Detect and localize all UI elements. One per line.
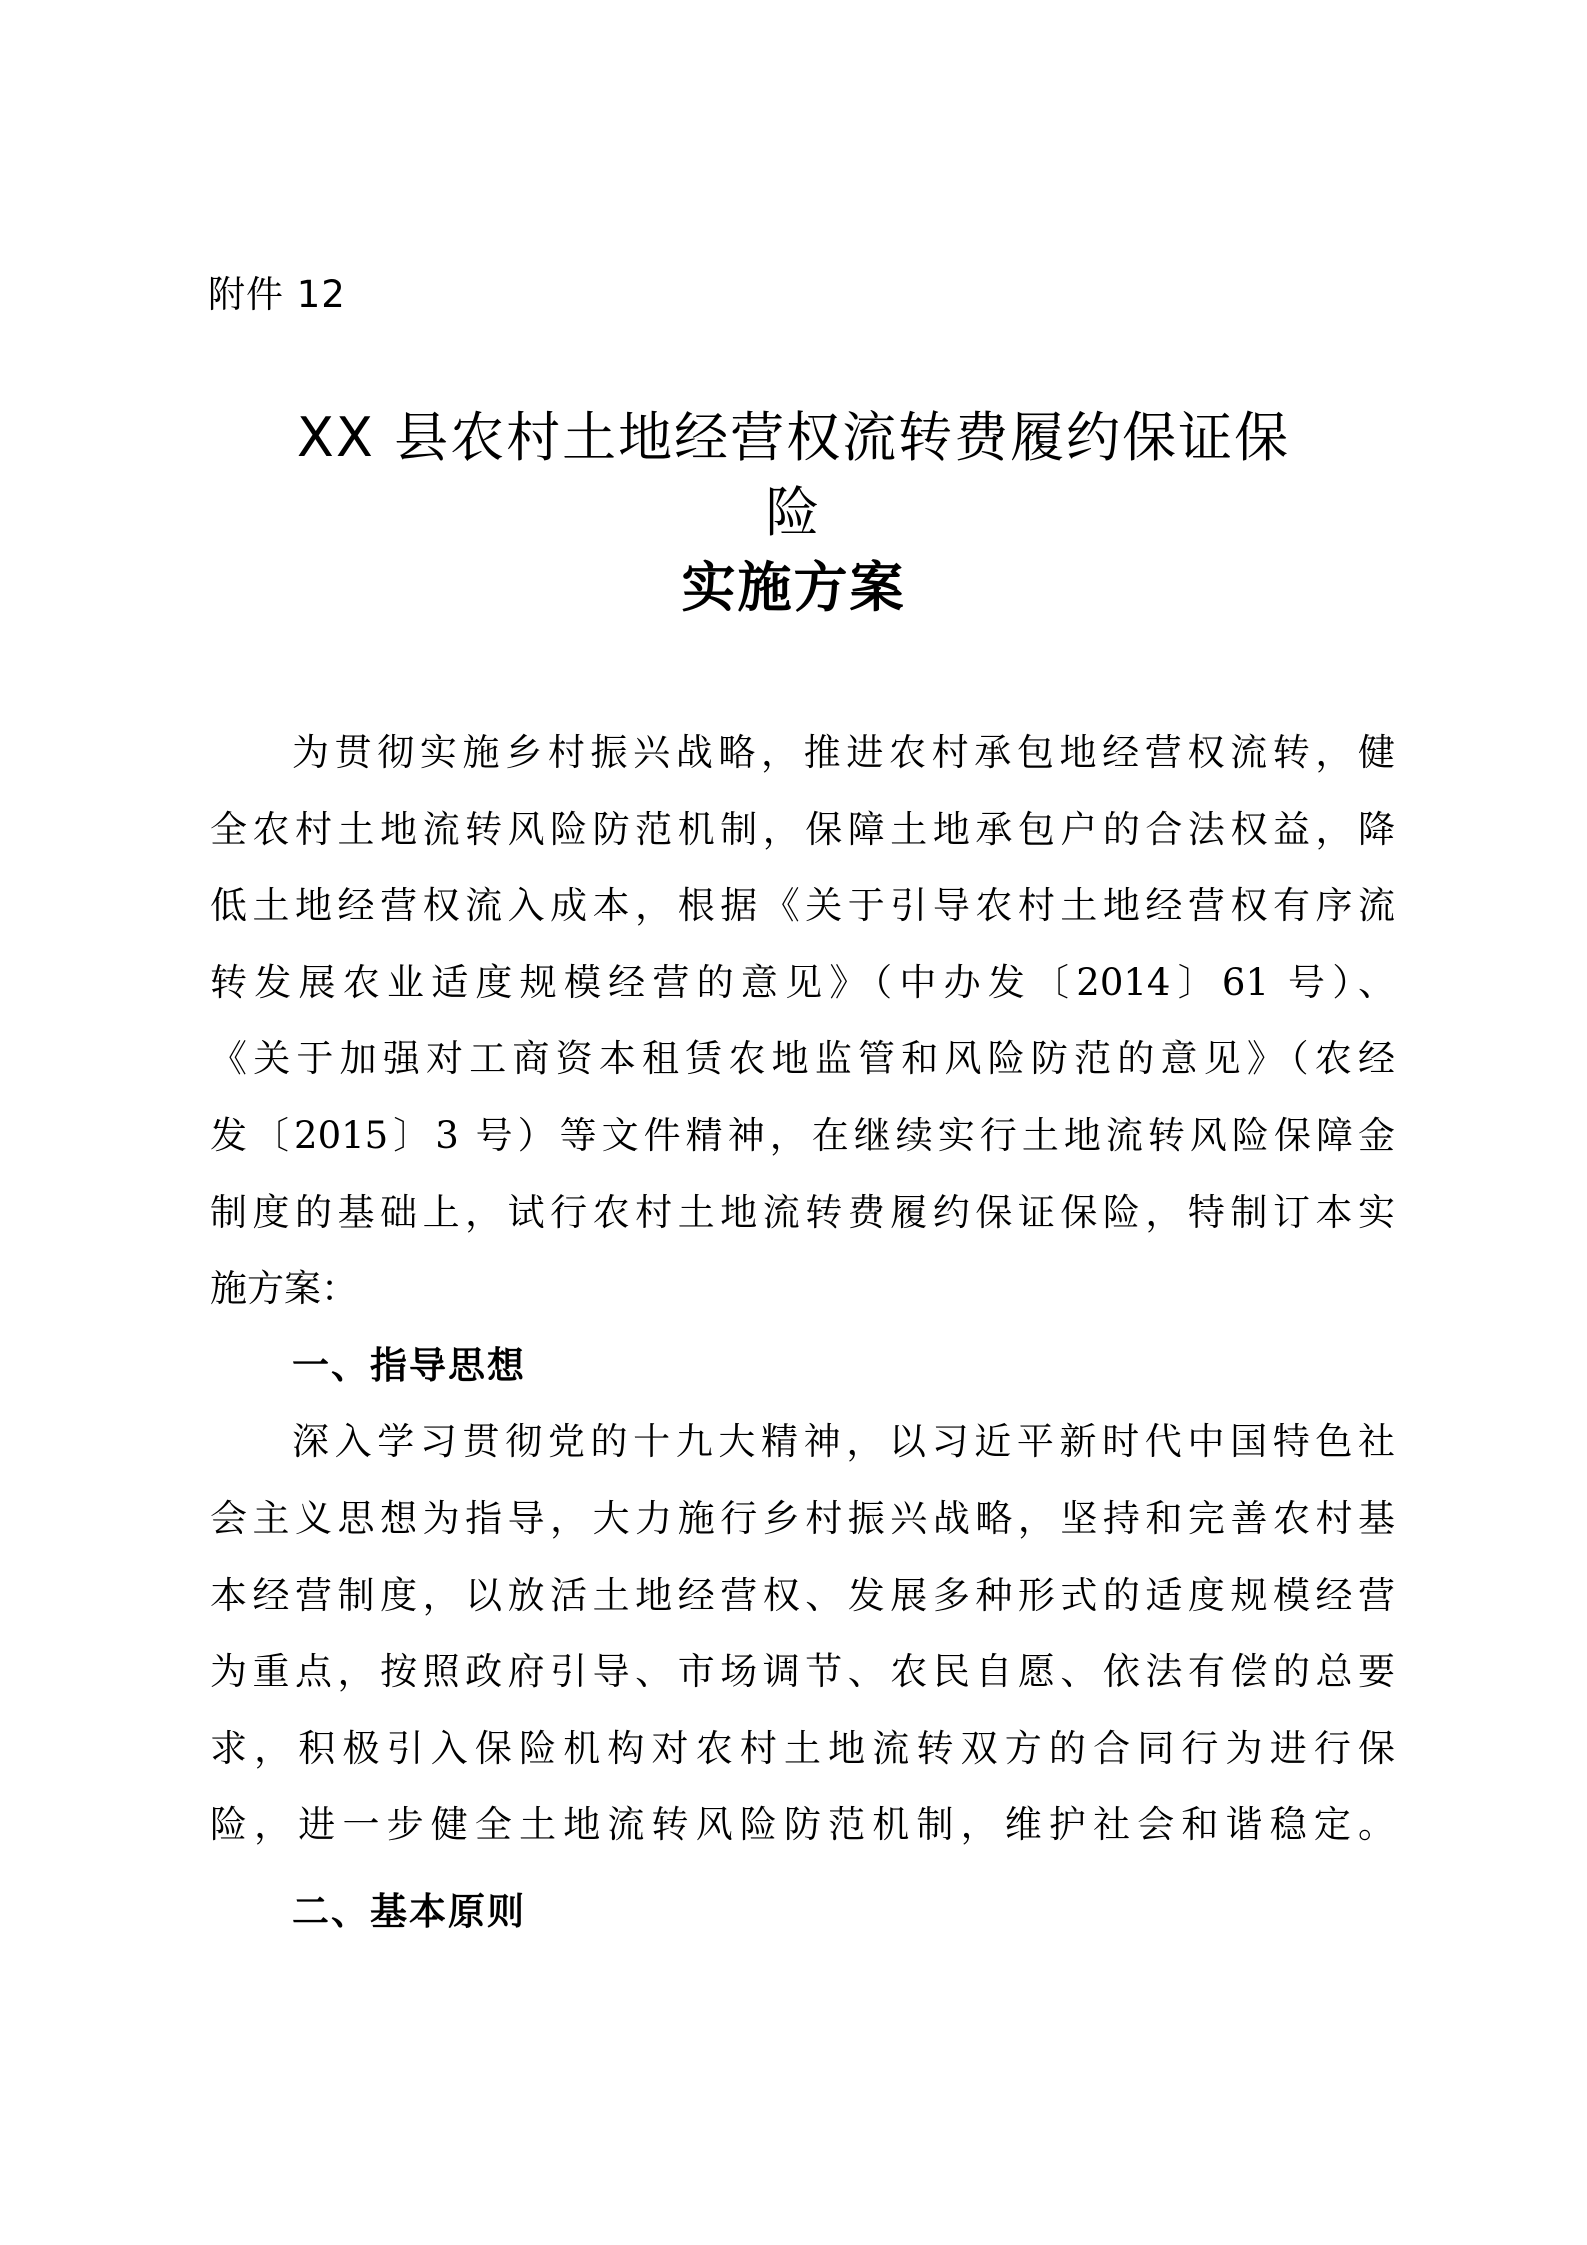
spacer — [210, 1864, 1395, 1874]
section-heading: 一、指导思想 — [292, 1343, 526, 1387]
paragraph-line: 险，进一步健全土地流转风险防范机制，维护社会和谐稳定。 — [210, 1803, 1395, 1847]
paragraph-line: 发〔2015〕3 号）等文件精神，在继续实行土地流转风险保障金 — [210, 1113, 1395, 1157]
document-body — [210, 715, 1395, 1951]
attachment-label: 附件 12 — [208, 273, 346, 316]
paragraph-line: 会主义思想为指导，大力施行乡村振兴战略，坚持和完善农村基 — [210, 1496, 1395, 1540]
paragraph-line: 全农村土地流转风险防范机制，保障土地承包户的合法权益，降 — [210, 807, 1395, 851]
title-subline: 实施方案 — [681, 556, 906, 619]
paragraph-line: 为重点，按照政府引导、市场调节、农民自愿、依法有偿的总要 — [210, 1650, 1395, 1694]
paragraph-line: 低土地经营权流入成本，根据《关于引导农村土地经营权有序流 — [210, 884, 1395, 928]
paragraph-line: 施方案： — [210, 1267, 358, 1311]
paragraph-line: 转发展农业适度规模经营的意见》（中办发〔2014〕61 号）、 — [210, 960, 1395, 1004]
document-title — [0, 400, 1587, 625]
paragraph-line: 求，积极引入保险机构对农村土地流转双方的合同行为进行保 — [210, 1726, 1395, 1770]
paragraph-line: 为贯彻实施乡村振兴战略，推进农村承包地经营权流转，健 — [292, 731, 1395, 774]
section-heading: 二、基本原则 — [292, 1889, 526, 1933]
paragraph-line: 《关于加强对工商资本租赁农地监管和风险防范的意见》（农经 — [210, 1037, 1395, 1081]
paragraph-line: 本经营制度，以放活土地经营权、发展多种形式的适度规模经营 — [210, 1573, 1395, 1617]
title-line: 险 — [765, 481, 822, 544]
paragraph-line: 制度的基础上，试行农村土地流转费履约保证保险，特制订本实 — [210, 1190, 1395, 1234]
paragraph-line: 深入学习贯彻党的十九大精神，以习近平新时代中国特色社 — [292, 1420, 1395, 1464]
title-line: XX 县农村土地经营权流转费履约保证保 — [296, 406, 1291, 469]
